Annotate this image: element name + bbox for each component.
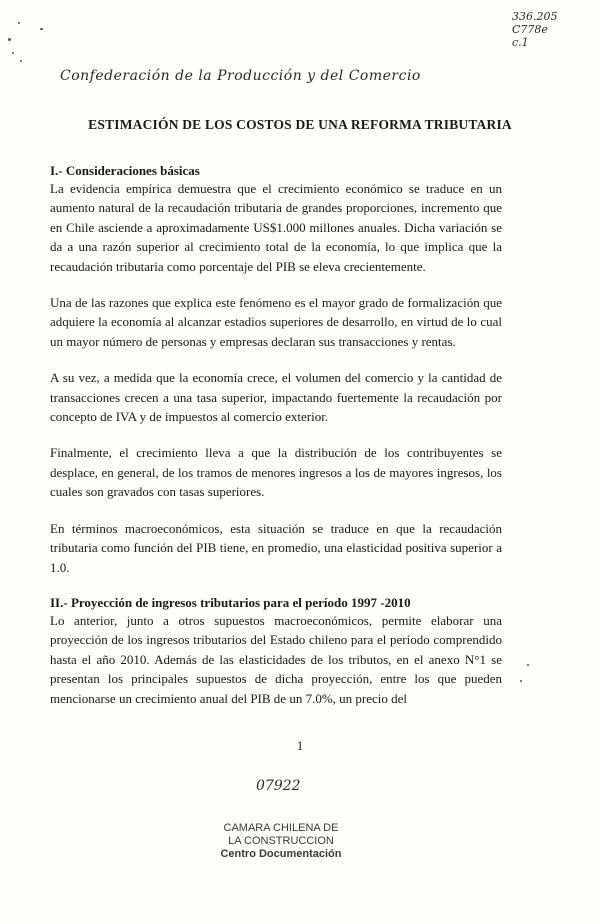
handwritten-title: Confederación de la Producción y del Comercio — [60, 68, 421, 84]
catalog-line: 336.205 — [512, 10, 558, 23]
page-number: 1 — [296, 738, 304, 753]
document-number: 07922 — [256, 778, 301, 794]
stamp-line: Centro Documentación — [220, 848, 342, 860]
paragraph: La evidencia empírica demuestra que el crecimiento económico se traduce en un aumento natural de la recaudación tributaria de grandes proporciones, incremento que en Chile asciende a aproximadamente US$1.000 millones anuales. Dicha variación se da a una razón superior al crecimiento total de la economía, lo que implica que la recaudación tributaria como porcentaje del PIB se eleva crecientemente. — [50, 181, 502, 274]
paragraph: Lo anterior, junto a otros supuestos macroeconómicos, permite elaborar una proyección de los ingresos tributarios del Estado chileno para el período comprendido hasta el año 2010. Además de las elasticidades de los tributos, en el anexo N°1 se presentan los principales supuestos de dicha proyección, entre los que pueden mencionarse un crecimiento anual del PIB de un 7.0%, un precio del — [50, 612, 502, 706]
stamp-line: CAMARA CHILENA DE — [223, 822, 339, 834]
stamp-line: LA CONSTRUCCION — [228, 835, 334, 847]
scan-speck — [40, 28, 43, 30]
catalog-line: C778e — [512, 23, 548, 36]
paragraph: A su vez, a medida que la economía crece, el volumen del comercio y la cantidad de transacciones crecen a una tasa superior, impactando fuertemente la recaudación por concepto de IVA y de impuestos al comercio exterior. — [50, 370, 502, 425]
paragraph: Una de las razones que explica este fenómeno es el mayor grado de formalización que adquiere la economía al alcanzar estadios superiores de desarrollo, en virtud de lo cual un mayor número de personas y empresas declaran sus transacciones y rentas. — [50, 295, 502, 349]
scan-speck — [20, 60, 22, 62]
section-heading: I.- Consideraciones básicas — [50, 163, 200, 178]
paragraph: En términos macroeconómicos, esta situación se traduce en que la recaudación tributaria como función del PIB tiene, en promedio, una elasticidad positiva superior a 1.0. — [50, 520, 502, 575]
scan-speck — [18, 22, 20, 24]
library-stamp — [216, 822, 346, 861]
scan-speck — [527, 664, 529, 666]
document-body — [50, 162, 502, 725]
scan-speck — [520, 680, 522, 682]
scan-speck — [8, 38, 11, 41]
section-heading: II.- Proyección de ingresos tributarios para el período 1997 -2010 — [50, 594, 411, 610]
scan-speck — [12, 52, 14, 54]
catalog-line: c.1 — [512, 36, 529, 49]
paragraph: Finalmente, el crecimiento lleva a que la distribución de los contribuyentes se desplace, en general, de los tramos de menores ingresos a los de mayores ingresos, los cuales son gravados con tasas superiores. — [50, 445, 502, 500]
document-title: ESTIMACIÓN DE LOS COSTOS DE UNA REFORMA TRIBUTARIA — [88, 117, 512, 132]
catalog-note — [512, 10, 572, 49]
